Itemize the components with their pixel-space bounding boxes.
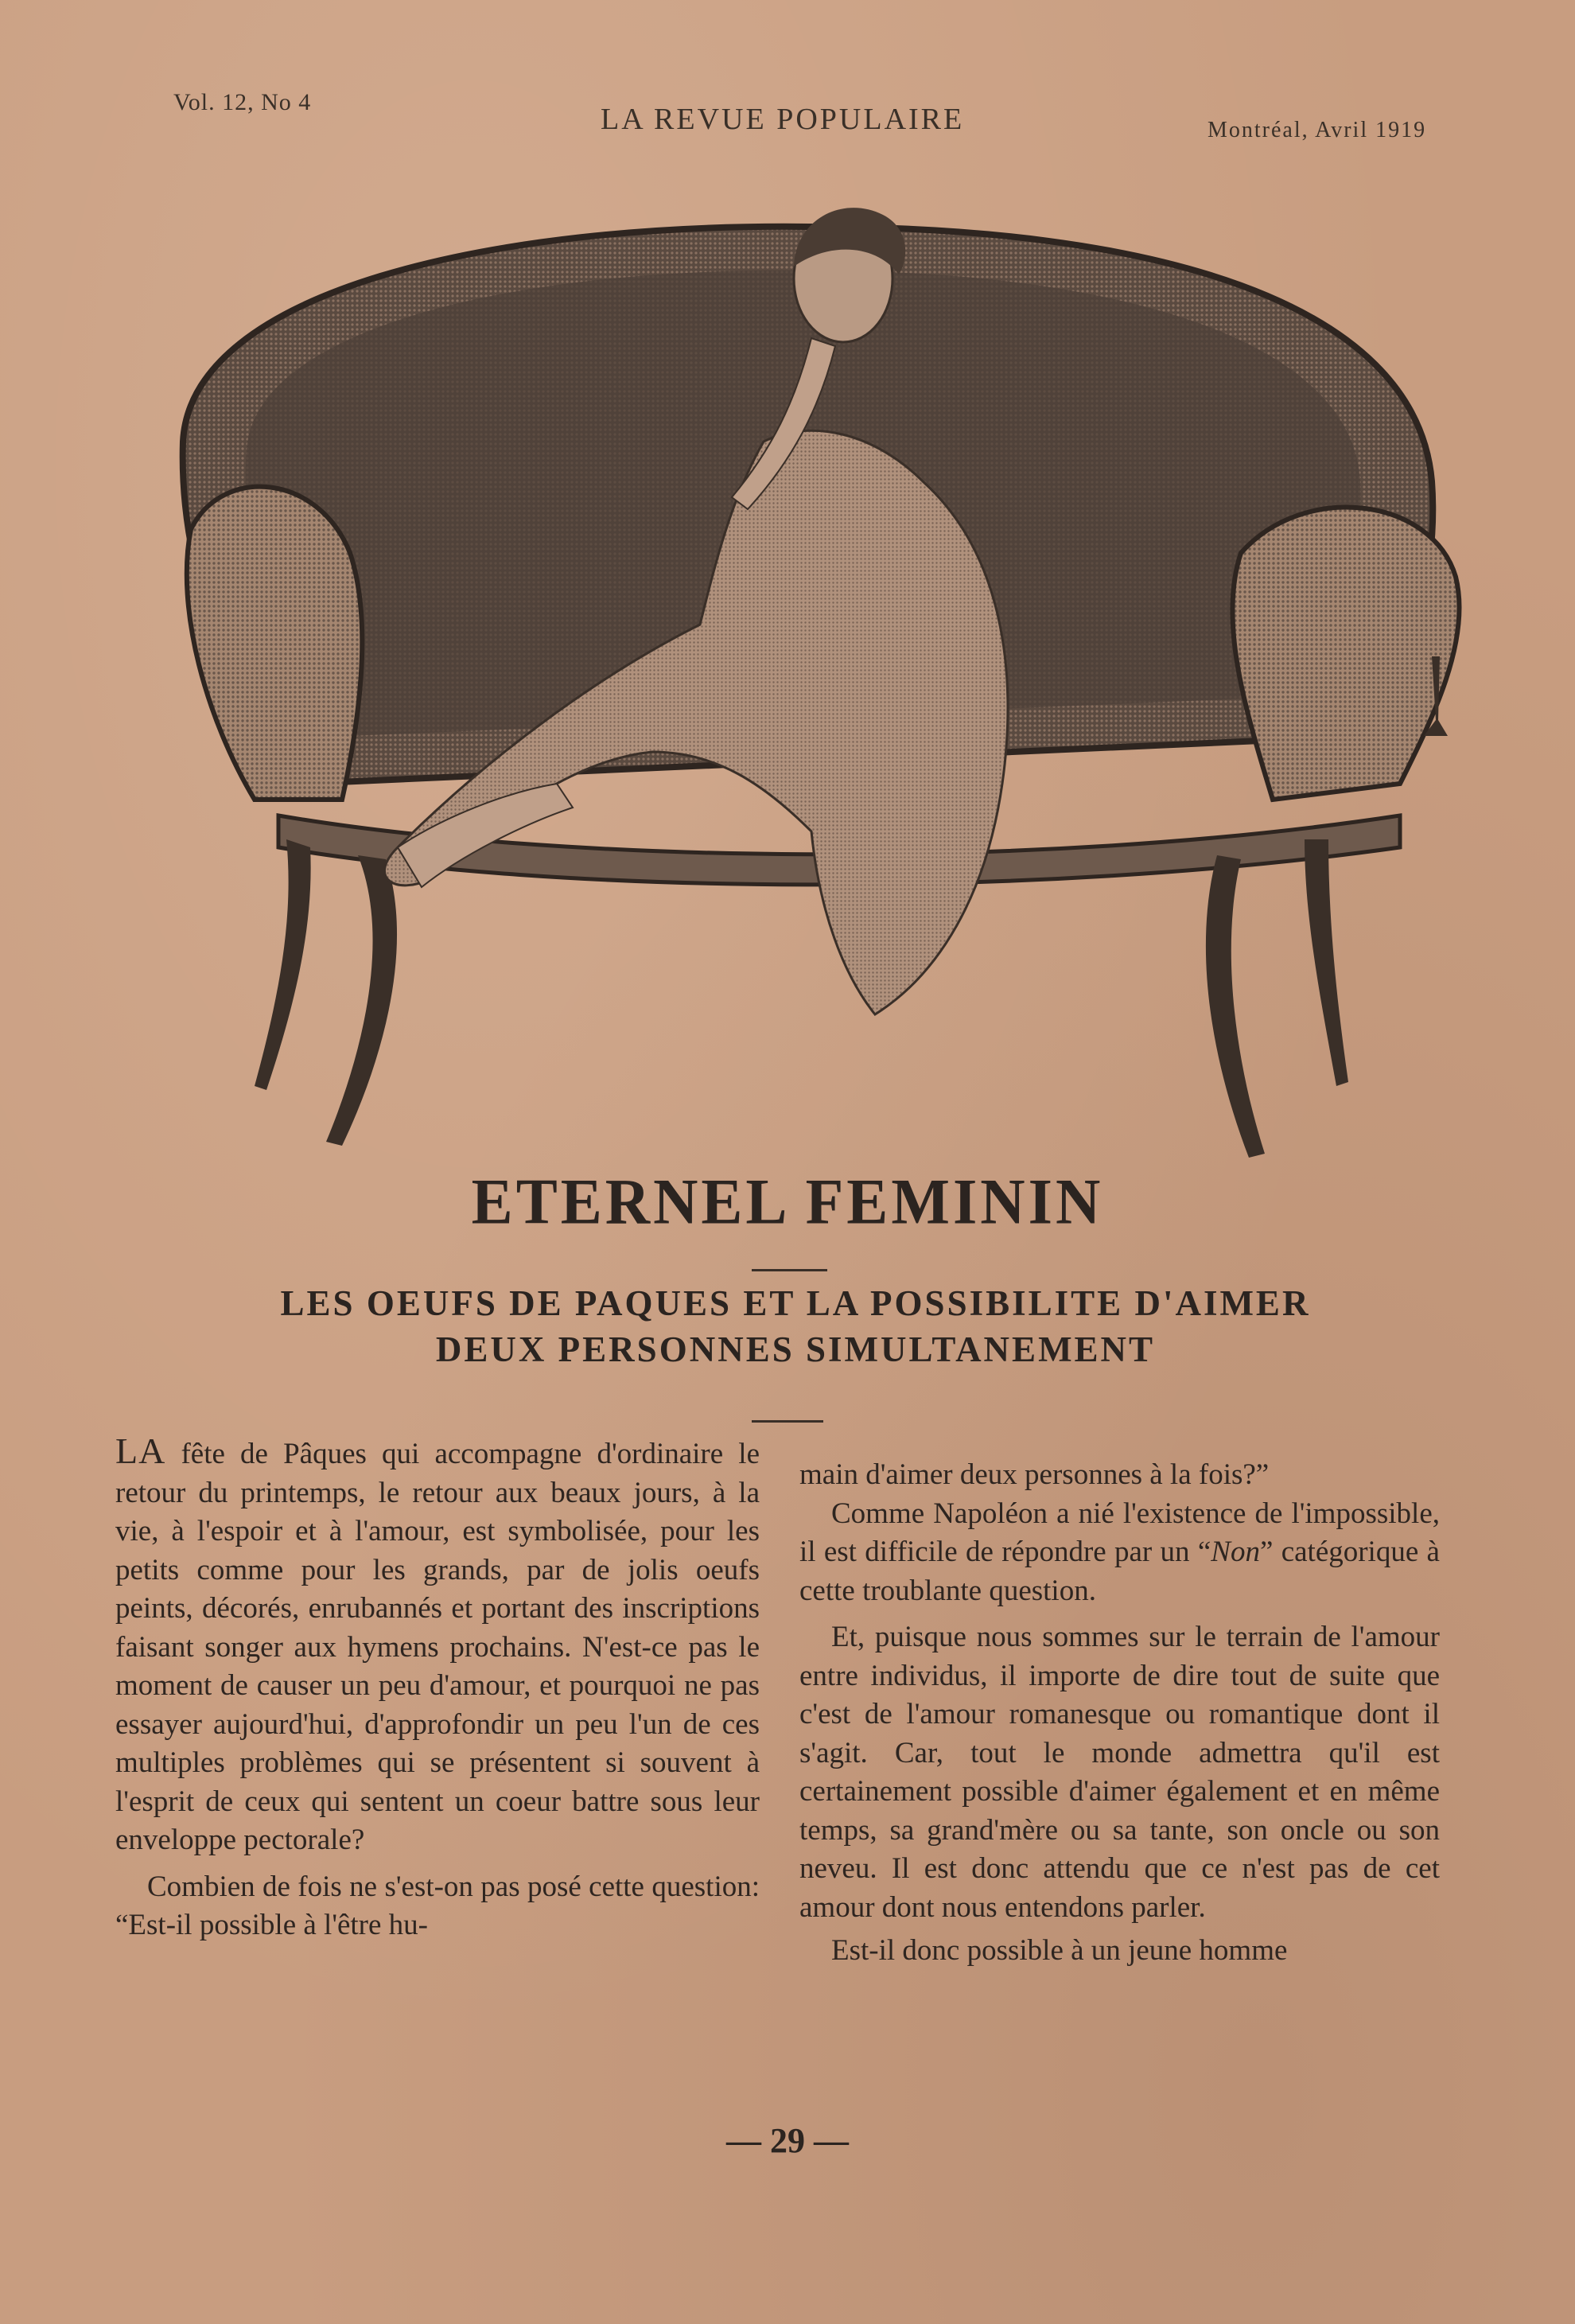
settee-right-arm xyxy=(1232,508,1459,800)
paragraph-2: Combien de fois ne s'est-on pas posé cette question: “Est-il possible à l'être hu- xyxy=(115,1870,760,1941)
right-column xyxy=(799,1456,1440,1971)
right-paragraph-1: main d'aimer deux personnes à la fois?” xyxy=(799,1458,1270,1491)
right-paragraph-2 xyxy=(799,1495,1440,1611)
settee-leg-mid-right xyxy=(1206,855,1265,1158)
publication-title: LA REVUE POPULAIRE xyxy=(601,103,965,136)
paragraph-1 xyxy=(115,1432,760,1860)
dropcap: LA xyxy=(115,1431,166,1471)
article-subtitle-line2: DEUX PERSONNES SIMULTANEMENT xyxy=(435,1329,1156,1369)
settee-left-arm xyxy=(187,487,363,800)
article-subtitle-line1: LES OEUFS DE PAQUES ET LA POSSIBILITE D'AIMER xyxy=(280,1283,1311,1323)
volume-number: Vol. 12, No 4 xyxy=(173,89,312,115)
right-paragraph-2b: ” catégorique à cette troublante question. xyxy=(799,1536,1440,1607)
subtitle-divider xyxy=(752,1420,823,1423)
emphasis-non: Non xyxy=(1211,1536,1260,1568)
left-column xyxy=(115,1432,760,1945)
settee-leg-right xyxy=(1305,839,1348,1086)
settee-leg-left xyxy=(255,839,311,1090)
right-paragraph-2a: Comme Napoléon a nié l'existence de l'impossible, il est difficile de répondre par un “ xyxy=(799,1497,1440,1568)
article-title: ETERNEL FEMININ xyxy=(471,1164,1104,1238)
right-paragraph-3: Et, puisque nous sommes sur le terrain de l'amour entre individus, il importe de dire tout de suite que c'est de l'amour romanesque ou romantique dont il s'agit. Car, tout le monde admettra qu'il est certainement possible d'aimer également et en même temps, sa grand'mère ou sa tante, son oncle ou son neveu. Il est donc attendu que ce n'est pas de cet amour dont nous entendons parler. xyxy=(799,1621,1440,1924)
title-divider xyxy=(752,1269,827,1271)
paragraph-1-text: fête de Pâques qui accompagne d'ordinaire le retour du printemps, le retour aux beaux jours, à la vie, à l'espoir et à l'amour, est symbolisée, pour les petits comme pour les grands, par de jolis oeufs peints, décorés, enrubannés et portant des inscriptions faisant songer aux hymens prochains. N'est-ce pas le moment de causer un peu d'amour, et pourquoi ne pas essayer aujourd'hui, d'approfondir un peu l'un de ces multiples problèmes qui se présentent si souvent à l'esprit de ceux qui sentent un coeur battre sous leur enveloppe pectorale? xyxy=(115,1438,760,1856)
woman-on-settee-illustration xyxy=(159,179,1480,1189)
page-number: — 29 — xyxy=(726,2121,849,2160)
right-paragraph-4: Est-il donc possible à un jeune homme xyxy=(831,1934,1288,1967)
settee-leg-mid-left xyxy=(326,855,397,1146)
issue-date: Montréal, Avril 1919 xyxy=(1208,118,1427,142)
